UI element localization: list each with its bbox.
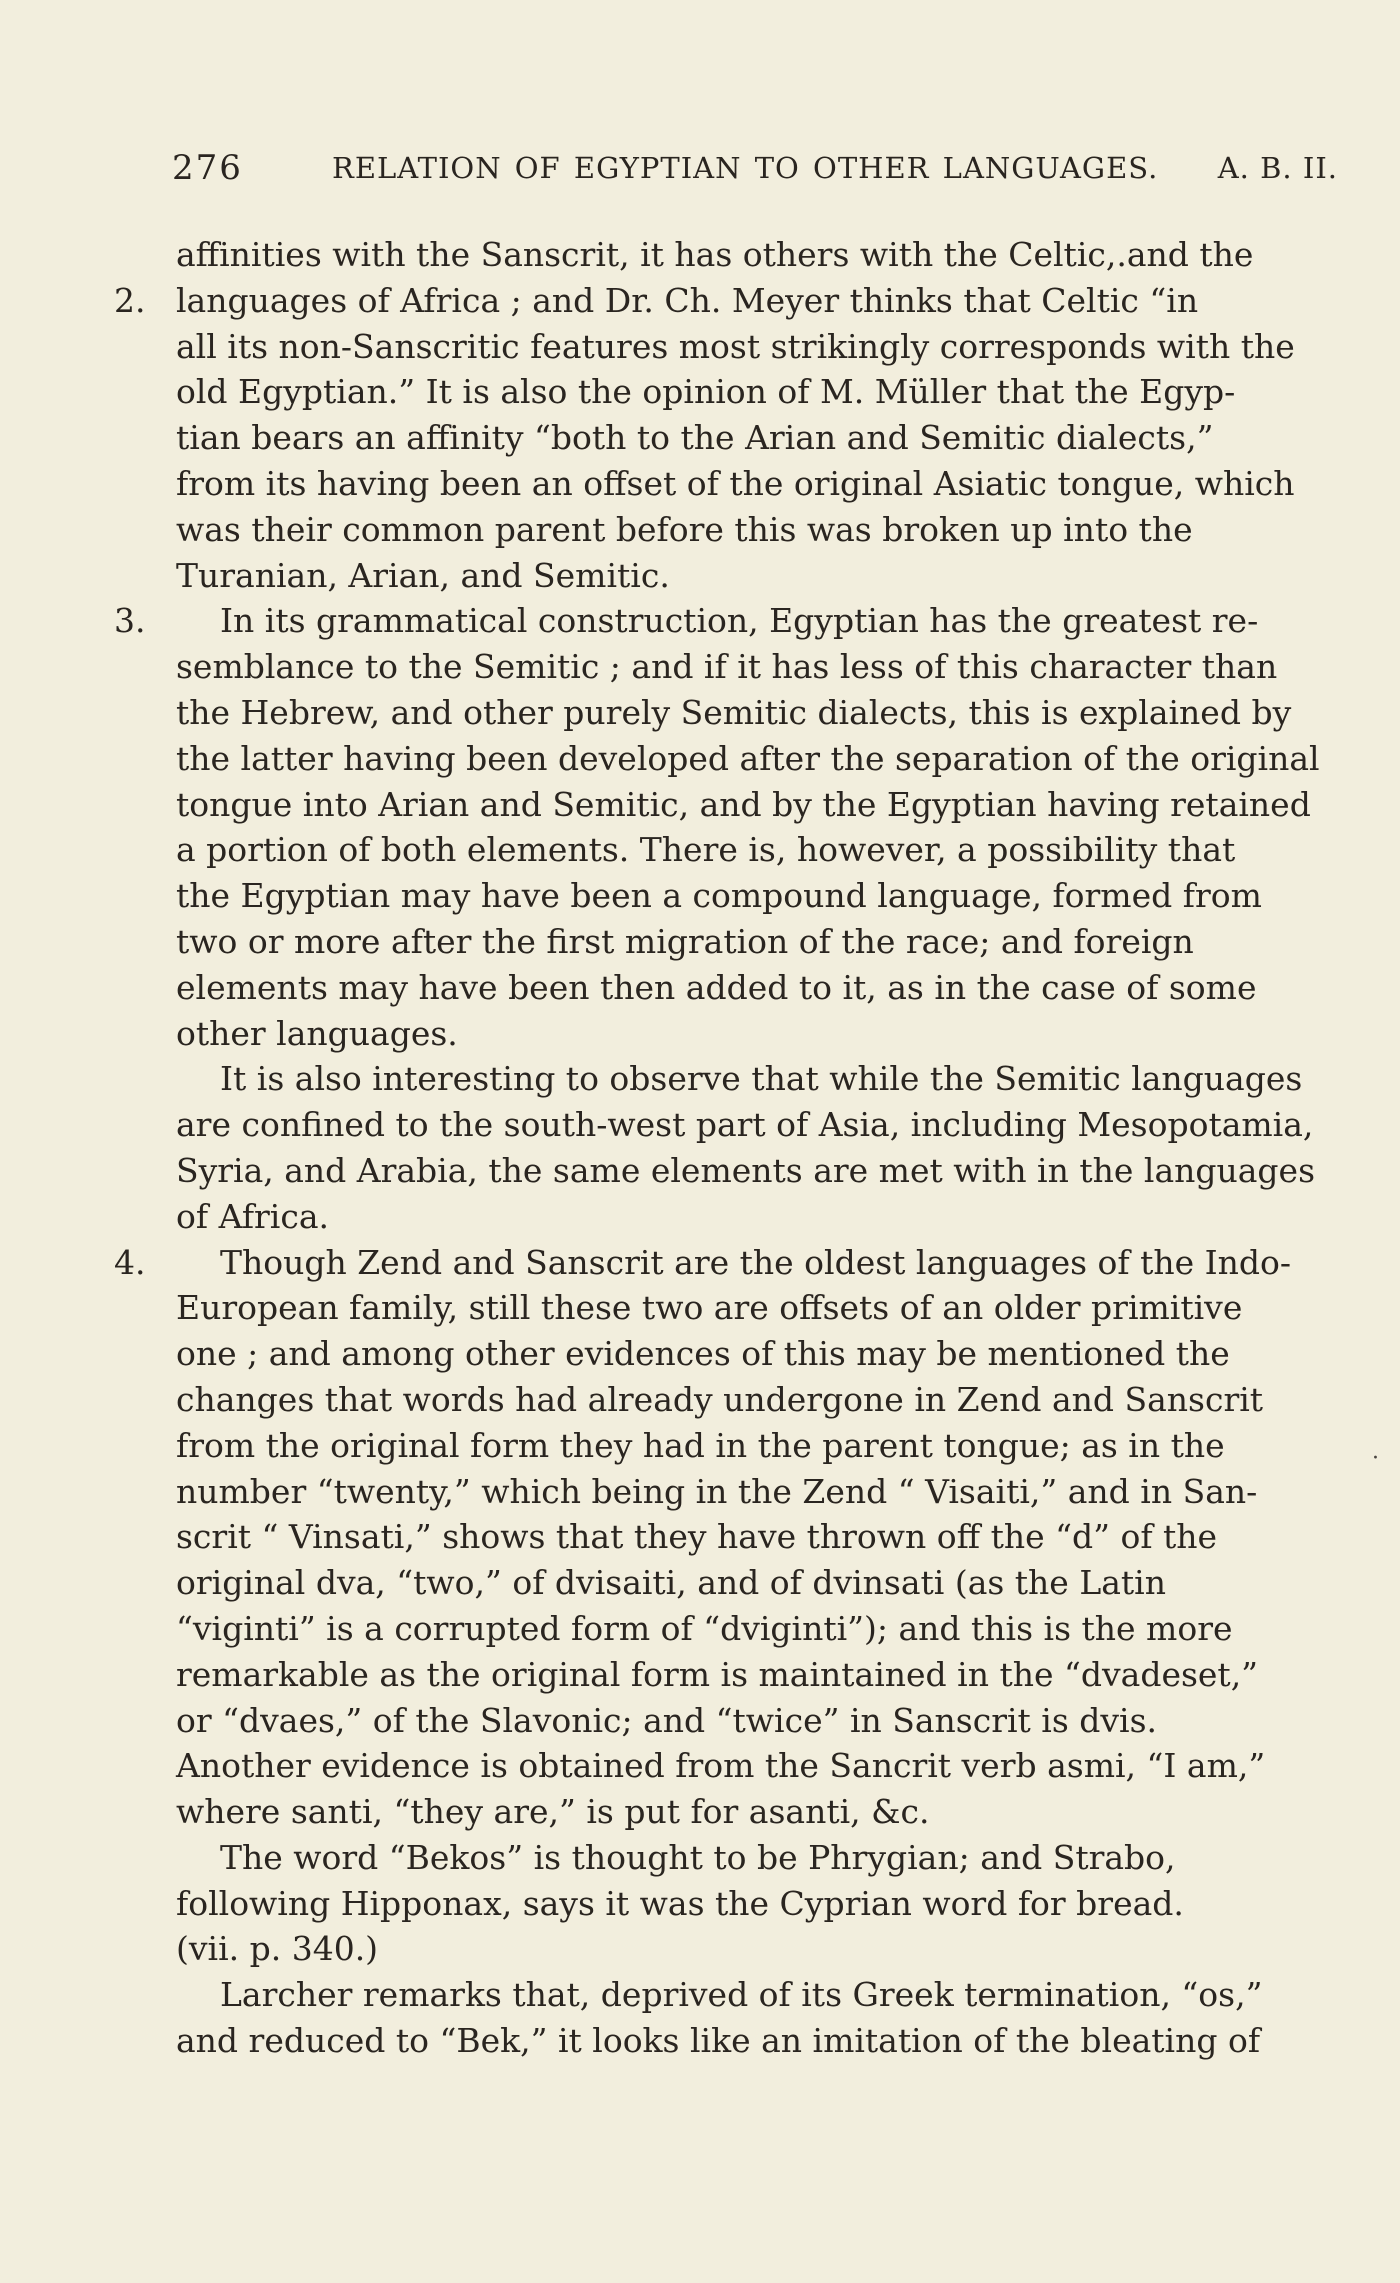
- text-line: all its non-Sanscritic features most strikingly corresponds with the: [176, 326, 1295, 366]
- text-line: [114, 598, 1334, 644]
- text-line: number “twenty,” which being in the Zend “ Visaiti,” and in San-: [176, 1471, 1258, 1511]
- text-line: Syria, and Arabia, the same elements are met with in the languages: [176, 1150, 1316, 1190]
- stray-margin-mark: ·: [1372, 1446, 1379, 1471]
- body-text: [114, 232, 1334, 2064]
- text-line: affinities with the Sanscrit, it has others with the Celtic,.and the: [176, 235, 1254, 274]
- text-line: other languages.: [176, 1013, 458, 1053]
- text-line: Larcher remarks that, deprived of its Greek termination, “os,”: [220, 1975, 1263, 2015]
- text-line-content: Though Zend and Sanscrit are the oldest languages of the Indo-: [220, 1242, 1292, 1282]
- text-line: from the original form they had in the parent tongue; as in the: [176, 1425, 1225, 1465]
- text-line: [114, 1240, 1334, 1286]
- text-line: Another evidence is obtained from the Sancrit verb asmi, “I am,”: [176, 1746, 1266, 1786]
- text-line: Turanian, Arian, and Semitic.: [176, 555, 670, 595]
- text-line: the Hebrew, and other purely Semitic dialects, this is explained by: [176, 692, 1292, 732]
- text-line: following Hipponax, says it was the Cyprian word for bread.: [176, 1883, 1184, 1923]
- text-line: the latter having been developed after the separation of the original: [176, 738, 1320, 778]
- text-line: “viginti” is a corrupted form of “dviginti”); and this is the more: [176, 1608, 1233, 1648]
- text-line: (vii. p. 340.): [176, 1929, 379, 1969]
- text-line: scrit “ Vinsati,” shows that they have thrown off the “d” of the: [176, 1517, 1218, 1557]
- text-line: where santi, “they are,” is put for asanti, &c.: [176, 1792, 930, 1832]
- text-line-content: In its grammatical construction, Egyptian has the greatest re-: [220, 601, 1259, 641]
- text-line: remarkable as the original form is maintained in the “dvadeset,”: [176, 1654, 1259, 1694]
- text-line-content: languages of Africa ; and Dr. Ch. Meyer thinks that Celtic “in: [176, 280, 1199, 320]
- text-line: original dva, “two,” of dvisaiti, and of dvinsati (as the Latin: [176, 1563, 1166, 1603]
- text-line: one ; and among other evidences of this may be mentioned the: [176, 1334, 1230, 1374]
- margin-note-number: 3.: [114, 601, 146, 641]
- text-line: old Egyptian.” It is also the opinion of M. Müller that the Egyp-: [176, 372, 1236, 412]
- text-line: changes that words had already undergone in Zend and Sanscrit: [176, 1379, 1264, 1419]
- margin-note-number: 2.: [114, 280, 146, 320]
- text-line: or “dvaes,” of the Slavonic; and “twice” in Sanscrit is dvis.: [176, 1700, 1158, 1740]
- text-line: semblance to the Semitic ; and if it has less of this character than: [176, 647, 1278, 687]
- text-line: was their common parent before this was broken up into the: [176, 509, 1193, 549]
- text-line: of Africa.: [176, 1196, 330, 1236]
- text-line: from its having been an offset of the original Asiatic tongue, which: [176, 463, 1295, 503]
- text-line: the Egyptian may have been a compound language, formed from: [176, 876, 1262, 916]
- text-line: a portion of both elements. There is, however, a possibility that: [176, 830, 1236, 870]
- text-line: tongue into Arian and Semitic, and by the Egyptian having retained: [176, 784, 1311, 824]
- page-header: [172, 148, 1338, 192]
- page-number: 276: [172, 148, 243, 188]
- text-line: two or more after the first migration of the race; and foreign: [176, 921, 1194, 961]
- text-line: [114, 278, 1334, 324]
- text-line: are confined to the south-west part of Asia, including Mesopotamia,: [176, 1105, 1314, 1145]
- running-title: RELATION OF EGYPTIAN TO OTHER LANGUAGES.: [332, 151, 1159, 185]
- text-line: European family, still these two are offsets of an older primitive: [176, 1288, 1243, 1328]
- section-reference: A. B. II.: [1217, 151, 1338, 185]
- text-line: tian bears an affinity “both to the Arian and Semitic dialects,”: [176, 418, 1214, 458]
- text-line: and reduced to “Bek,” it looks like an imitation of the bleating of: [176, 2021, 1261, 2061]
- text-line: The word “Bekos” is thought to be Phrygian; and Strabo,: [220, 1837, 1176, 1877]
- margin-note-number: 4.: [114, 1242, 146, 1282]
- text-line: elements may have been then added to it, as in the case of some: [176, 967, 1257, 1007]
- text-line: It is also interesting to observe that while the Semitic languages: [220, 1059, 1303, 1099]
